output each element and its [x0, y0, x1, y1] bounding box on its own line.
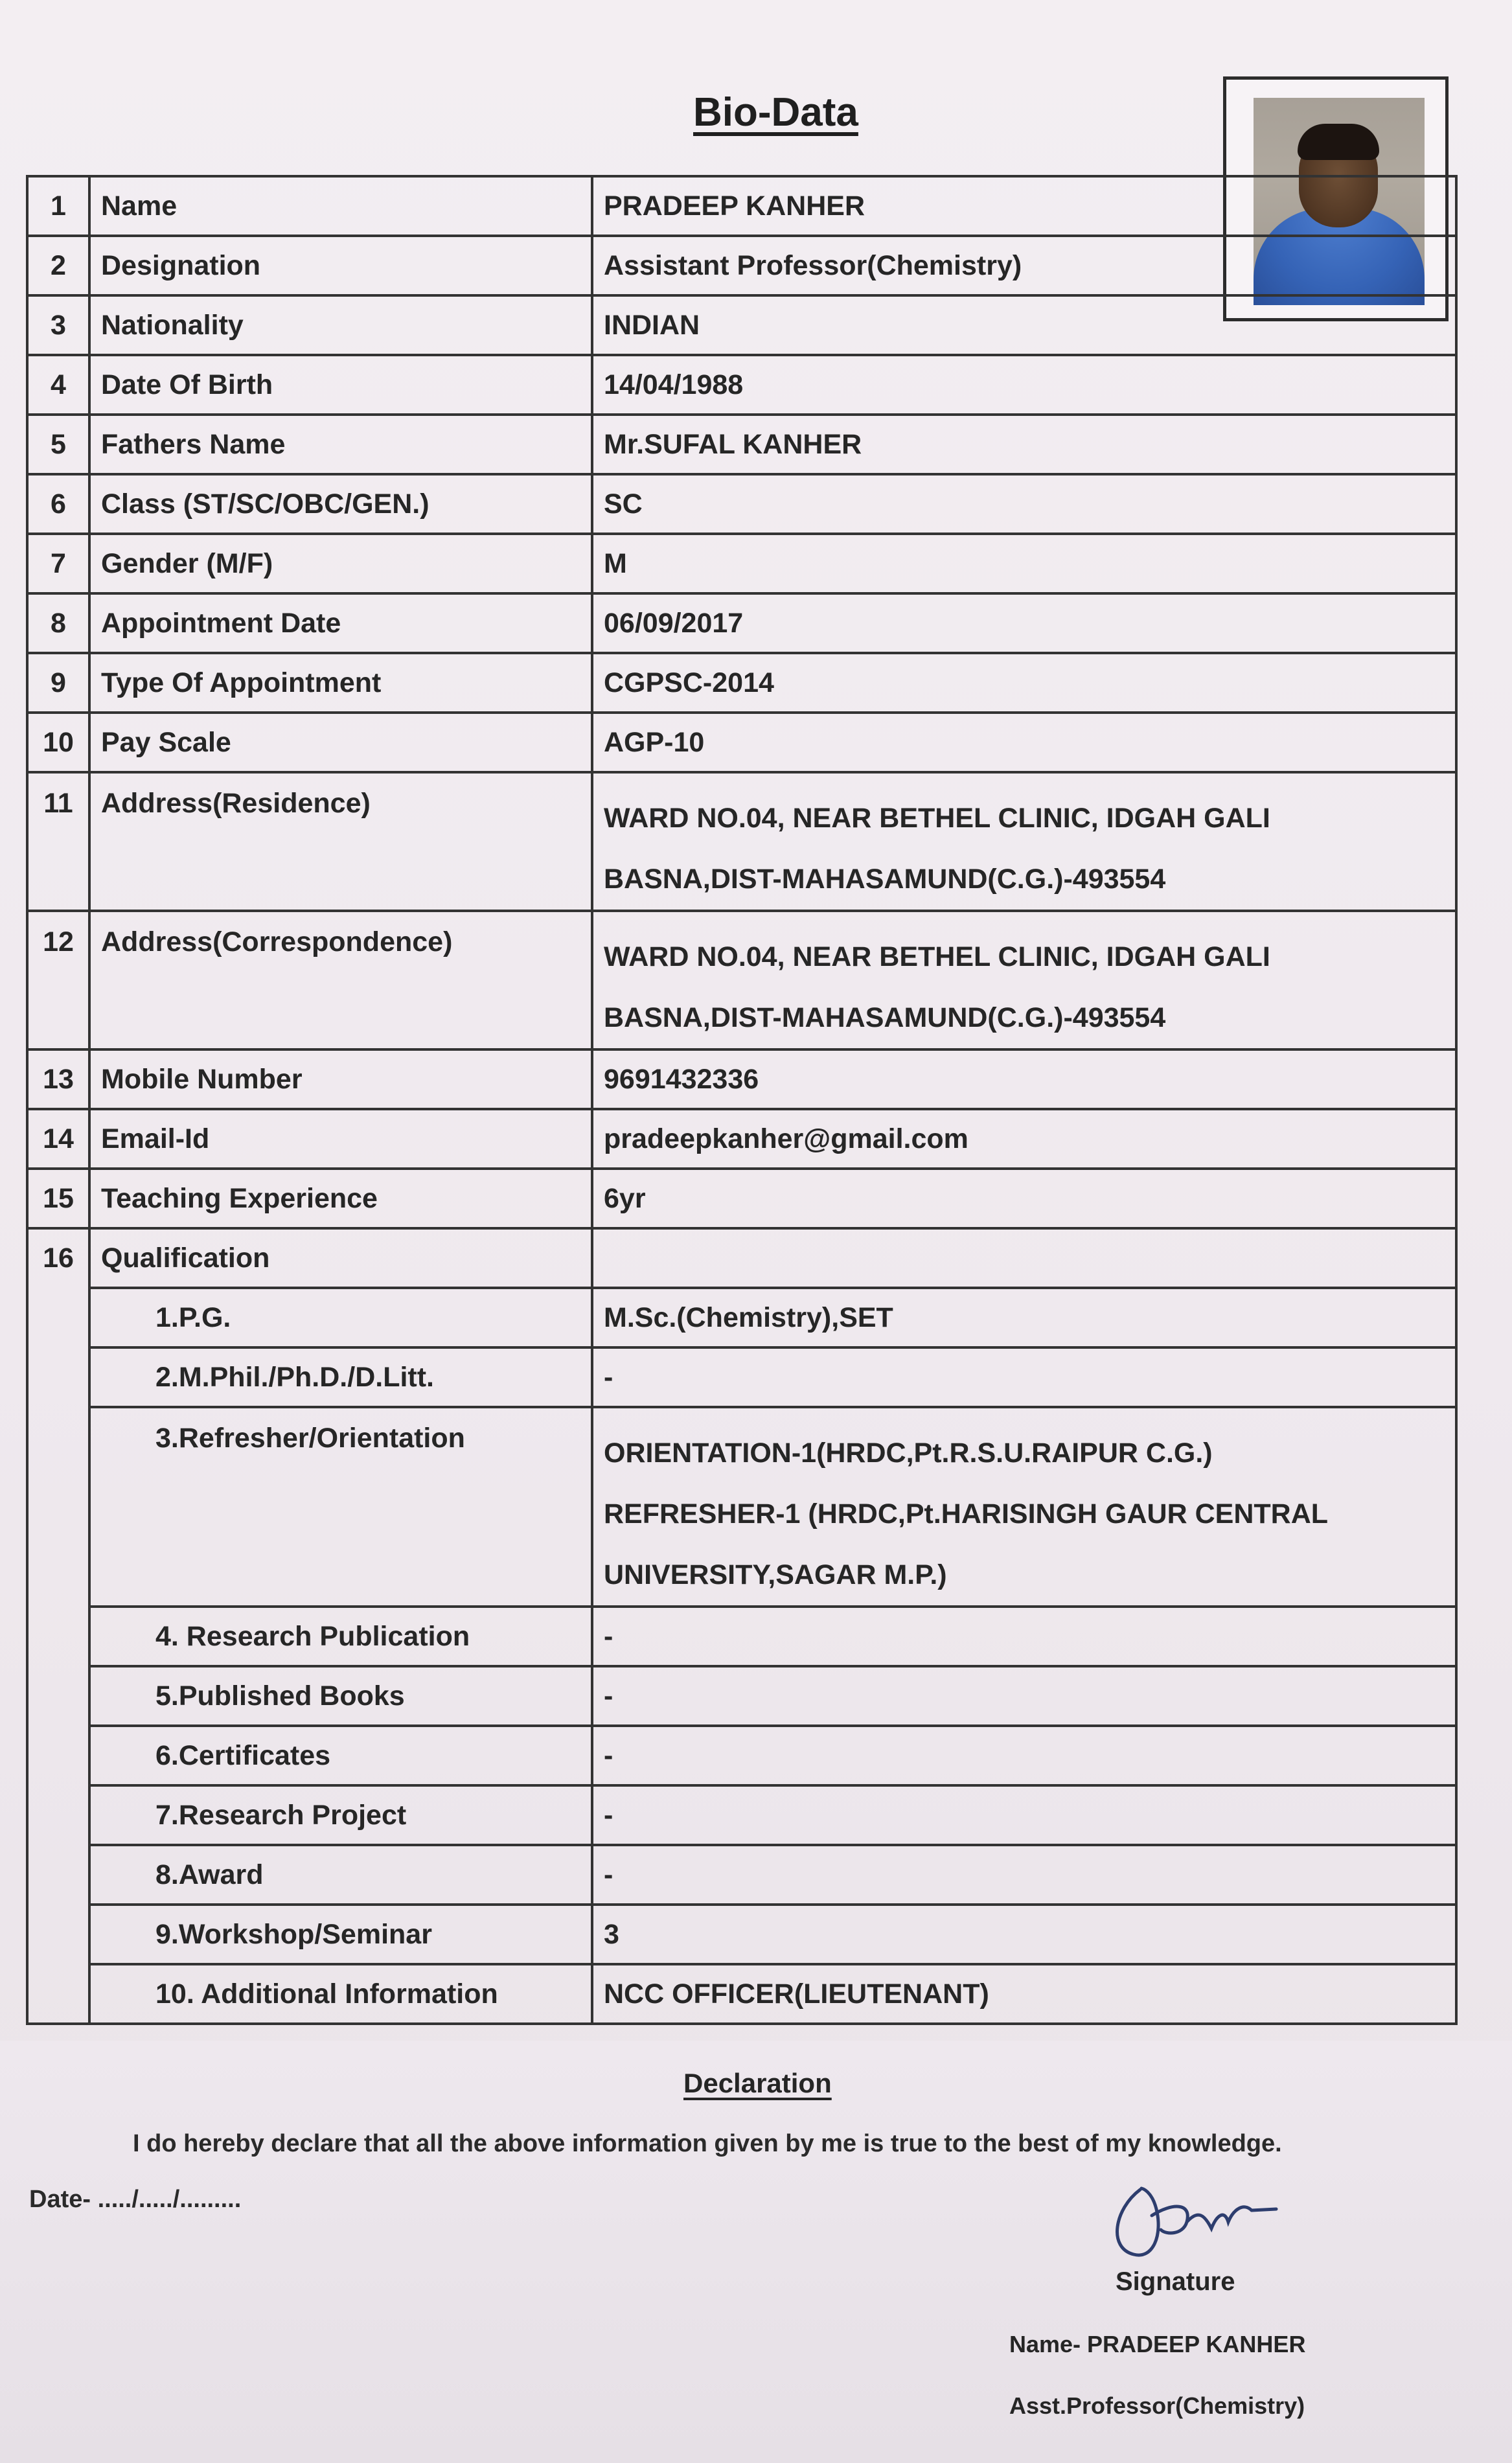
address-line: BASNA,DIST-MAHASAMUND(C.G.)-493554 — [604, 1002, 1166, 1033]
qualification-value: - — [592, 1845, 1456, 1905]
row-label: Address(Correspondence) — [89, 911, 592, 1049]
row-label: Name — [89, 176, 592, 236]
table-row — [27, 534, 1456, 593]
qualification-row — [27, 1666, 1456, 1726]
row-number: 5 — [27, 415, 89, 474]
table-row — [27, 236, 1456, 295]
qualification-label: 1.P.G. — [89, 1288, 592, 1347]
qualification-value: - — [592, 1607, 1456, 1666]
signature-label: Signature — [1116, 2267, 1235, 2296]
qualification-value: 3 — [592, 1905, 1456, 1964]
qualification-row — [27, 1288, 1456, 1347]
address-line: WARD NO.04, NEAR BETHEL CLINIC, IDGAH GALI — [604, 803, 1270, 834]
table-row — [27, 772, 1456, 911]
row-label: Designation — [89, 236, 592, 295]
row-label: Type Of Appointment — [89, 653, 592, 713]
row-label: Address(Residence) — [89, 772, 592, 911]
row-number: 16 — [27, 1228, 89, 2024]
bio-data-table — [26, 175, 1458, 2025]
row-number: 1 — [27, 176, 89, 236]
row-label: Teaching Experience — [89, 1169, 592, 1228]
row-value: 06/09/2017 — [592, 593, 1456, 653]
row-number: 4 — [27, 355, 89, 415]
qualification-label: 3.Refresher/Orientation — [89, 1407, 592, 1607]
table-row — [27, 295, 1456, 355]
row-label: Class (ST/SC/OBC/GEN.) — [89, 474, 592, 534]
qualification-label: 4. Research Publication — [89, 1607, 592, 1666]
qualification-row — [27, 1407, 1456, 1607]
qualification-label: 7.Research Project — [89, 1785, 592, 1845]
qualification-value: M.Sc.(Chemistry),SET — [592, 1288, 1456, 1347]
row-number: 7 — [27, 534, 89, 593]
row-label: Appointment Date — [89, 593, 592, 653]
row-label: Gender (M/F) — [89, 534, 592, 593]
row-label: Pay Scale — [89, 713, 592, 772]
qualification-label: 2.M.Phil./Ph.D./D.Litt. — [89, 1347, 592, 1407]
table-row — [27, 474, 1456, 534]
row-label: Nationality — [89, 295, 592, 355]
qualification-label: 6.Certificates — [89, 1726, 592, 1785]
row-value: AGP-10 — [592, 713, 1456, 772]
row-label: Date Of Birth — [89, 355, 592, 415]
row-value: INDIAN — [592, 295, 1456, 355]
table-row — [27, 176, 1456, 236]
row-number: 3 — [27, 295, 89, 355]
table-row — [27, 653, 1456, 713]
qualification-line: REFRESHER-1 (HRDC,Pt.HARISINGH GAUR CENTRAL — [604, 1498, 1329, 1529]
qualification-label: 9.Workshop/Seminar — [89, 1905, 592, 1964]
qualification-value: - — [592, 1785, 1456, 1845]
row-value: SC — [592, 474, 1456, 534]
qualification-row — [27, 1964, 1456, 2024]
qualification-label: 8.Award — [89, 1845, 592, 1905]
row-value: PRADEEP KANHER — [592, 176, 1456, 236]
qualification-row — [27, 1785, 1456, 1845]
handwritten-signature — [1101, 2170, 1296, 2267]
row-number: 9 — [27, 653, 89, 713]
row-value — [592, 1228, 1456, 1288]
row-number: 6 — [27, 474, 89, 534]
table-row — [27, 593, 1456, 653]
qualification-value: - — [592, 1347, 1456, 1407]
row-label: Email-Id — [89, 1109, 592, 1169]
table-row — [27, 1049, 1456, 1109]
declaration-text: I do hereby declare that all the above information given by me is true to the best of my knowledge. — [133, 2130, 1282, 2157]
row-value: M — [592, 534, 1456, 593]
qualification-row — [27, 1607, 1456, 1666]
qualification-value: - — [592, 1726, 1456, 1785]
signatory-post: Asst.Professor(Chemistry) — [1009, 2392, 1305, 2419]
row-value: CGPSC-2014 — [592, 653, 1456, 713]
declaration-title: Declaration — [683, 2068, 832, 2098]
row-number: 12 — [27, 911, 89, 1049]
row-label: Fathers Name — [89, 415, 592, 474]
row-value: 14/04/1988 — [592, 355, 1456, 415]
qualification-value: NCC OFFICER(LIEUTENANT) — [592, 1964, 1456, 2024]
date-line: Date- ...../...../......... — [29, 2186, 242, 2213]
row-number: 11 — [27, 772, 89, 911]
address-line: WARD NO.04, NEAR BETHEL CLINIC, IDGAH GALI — [604, 941, 1270, 972]
table-row — [27, 1228, 1456, 1288]
row-label: Mobile Number — [89, 1049, 592, 1109]
row-value: pradeepkanher@gmail.com — [592, 1109, 1456, 1169]
table-row — [27, 713, 1456, 772]
qualification-value — [592, 1407, 1456, 1607]
row-value: Assistant Professor(Chemistry) — [592, 236, 1456, 295]
qualification-row — [27, 1726, 1456, 1785]
qualification-row — [27, 1347, 1456, 1407]
table-row — [27, 355, 1456, 415]
row-value: 6yr — [592, 1169, 1456, 1228]
row-number: 2 — [27, 236, 89, 295]
table-row — [27, 911, 1456, 1049]
qualification-row — [27, 1905, 1456, 1964]
qualification-label: 5.Published Books — [89, 1666, 592, 1726]
row-value — [592, 772, 1456, 911]
table-row — [27, 415, 1456, 474]
qualification-row — [27, 1845, 1456, 1905]
row-label: Qualification — [89, 1228, 592, 1288]
row-number: 13 — [27, 1049, 89, 1109]
table-row — [27, 1109, 1456, 1169]
row-number: 8 — [27, 593, 89, 653]
row-value: Mr.SUFAL KANHER — [592, 415, 1456, 474]
qualification-label: 10. Additional Information — [89, 1964, 592, 2024]
address-line: BASNA,DIST-MAHASAMUND(C.G.)-493554 — [604, 864, 1166, 895]
row-number: 15 — [27, 1169, 89, 1228]
page-title: Bio-Data — [693, 90, 858, 135]
row-number: 10 — [27, 713, 89, 772]
table-row — [27, 1169, 1456, 1228]
row-value: 9691432336 — [592, 1049, 1456, 1109]
qualification-line: UNIVERSITY,SAGAR M.P.) — [604, 1559, 947, 1590]
row-value — [592, 911, 1456, 1049]
signatory-name: Name- PRADEEP KANHER — [1009, 2331, 1306, 2357]
qualification-line: ORIENTATION-1(HRDC,Pt.R.S.U.RAIPUR C.G.) — [604, 1438, 1213, 1469]
row-number: 14 — [27, 1109, 89, 1169]
qualification-value: - — [592, 1666, 1456, 1726]
